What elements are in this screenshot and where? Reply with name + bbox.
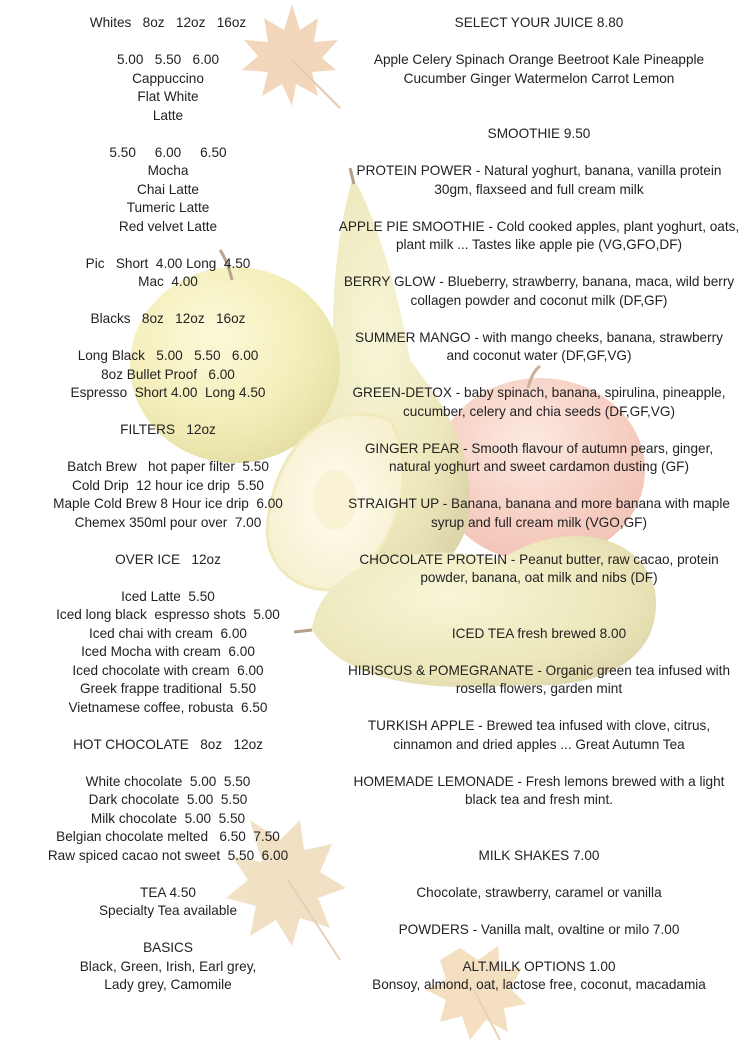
menu-left-spacer xyxy=(28,865,308,884)
menu-left-line: Mac 4.00 xyxy=(138,274,198,289)
menu-right-line: syrup and full cream milk (VGO,GF) xyxy=(430,514,648,530)
menu-left-line: Flat White xyxy=(137,89,199,104)
menu-left-line: Mocha xyxy=(147,163,189,178)
menu-left-line: Iced Latte 5.50 xyxy=(121,588,215,604)
menu-right-spacer xyxy=(330,865,748,884)
menu-left-line: Long Black 5.00 5.50 6.00 xyxy=(77,348,259,363)
menu-left-line: Espresso Short 4.00 Long 4.50 xyxy=(70,385,266,400)
menu-left-line: Vietnamese coffee, robusta 6.50 xyxy=(68,699,268,715)
menu-left-line: Iced chocolate with cream 6.00 xyxy=(72,662,264,678)
menu-right-line: black tea and fresh mint. xyxy=(464,792,614,807)
menu-right-spacer xyxy=(330,810,748,829)
menu-right-spacer xyxy=(330,588,748,607)
menu-right-spacer xyxy=(330,643,748,662)
menu-left-line: Latte xyxy=(152,107,184,123)
menu-right-spacer xyxy=(330,754,748,773)
menu-left-line: Milk chocolate 5.00 5.50 xyxy=(90,810,246,826)
menu-right-spacer xyxy=(330,421,748,440)
menu-left-line: Maple Cold Brew 8 Hour ice drip 6.00 xyxy=(53,496,283,511)
menu-left-spacer xyxy=(28,125,308,144)
menu-right-line: collagen powder and coconut milk (DF,GF) xyxy=(410,292,668,308)
menu-left-line: Lady grey, Camomile xyxy=(104,977,232,992)
menu-right-line: APPLE PIE SMOOTHIE - Cold cooked apples, plant yoghurt, oats, xyxy=(338,218,740,234)
menu-left-line: Whites 8oz 12oz 16oz xyxy=(89,15,247,30)
menu-right-spacer xyxy=(330,107,748,126)
menu-right-line: HIBISCUS & POMEGRANATE - Organic green tea infused with xyxy=(347,662,731,678)
menu-left-line: TEA 4.50 xyxy=(140,884,196,900)
menu-right-spacer xyxy=(330,532,748,551)
menu-left-line: Iced long black espresso shots 5.00 xyxy=(56,607,280,622)
menu-right-line: SUMMER MANGO - with mango cheeks, banana, strawberry xyxy=(355,329,723,345)
menu-right-line: SELECT YOUR JUICE 8.80 xyxy=(454,15,624,30)
menu-left-line: FILTERS 12oz xyxy=(120,422,216,437)
menu-right-line: ALT.MILK OPTIONS 1.00 xyxy=(462,958,616,974)
menu-left-line: 8oz Bullet Proof 6.00 xyxy=(101,366,235,382)
menu-right-line: MILK SHAKES 7.00 xyxy=(478,847,600,863)
menu-left-spacer xyxy=(28,403,308,422)
menu-right-line: BERRY GLOW - Blueberry, strawberry, banana, maca, wild berry xyxy=(343,274,735,289)
menu-left-spacer xyxy=(28,921,308,940)
menu-left-line: Batch Brew hot paper filter 5.50 xyxy=(67,459,269,474)
menu-left-line: Iced Mocha with cream 6.00 xyxy=(81,644,255,659)
menu-left-line: Cappuccino xyxy=(132,70,204,86)
menu-right-spacer xyxy=(330,606,748,625)
menu-left-spacer xyxy=(28,292,308,311)
menu-left-line: Chai Latte xyxy=(137,181,199,197)
menu-left-spacer xyxy=(28,754,308,773)
menu-left-line: Iced chai with cream 6.00 xyxy=(89,625,247,641)
menu-right-line: CHOCOLATE PROTEIN - Peanut butter, raw cacao, protein xyxy=(359,551,719,567)
menu-right-line: Apple Celery Spinach Orange Beetroot Kale Pineapple xyxy=(373,52,705,67)
menu-left-line: Chemex 350ml pour over 7.00 xyxy=(74,514,262,530)
menu-left-line: BASICS xyxy=(143,940,193,955)
menu-left-line: Red velvet Latte xyxy=(118,218,218,234)
menu-left-line: Pic Short 4.00 Long 4.50 xyxy=(85,255,251,271)
menu-left-line: Black, Green, Irish, Earl grey, xyxy=(79,958,257,974)
menu-left-spacer xyxy=(28,236,308,255)
menu-right-line: ICED TEA fresh brewed 8.00 xyxy=(451,625,627,641)
coffee-menu-column xyxy=(28,14,308,995)
menu-right-spacer xyxy=(330,88,748,107)
menu-right-spacer xyxy=(330,939,748,958)
menu-right-line: cucumber, celery and chia seeds (DF,GF,VG) xyxy=(403,403,675,419)
menu-left-line: Dark chocolate 5.00 5.50 xyxy=(88,792,248,807)
menu-right-line: TURKISH APPLE - Brewed tea infused with clove, citrus, xyxy=(367,718,711,733)
menu-right-line: PROTEIN POWER - Natural yoghurt, banana, vanilla protein xyxy=(356,163,722,178)
menu-right-spacer xyxy=(330,477,748,496)
menu-left-line: Specialty Tea available xyxy=(98,903,238,918)
menu-right-line: and coconut water (DF,GF,VG) xyxy=(446,348,632,363)
menu-left-line: Tumeric Latte xyxy=(126,200,210,215)
menu-right-spacer xyxy=(330,366,748,385)
menu-left-spacer xyxy=(28,440,308,459)
menu-left-spacer xyxy=(28,329,308,348)
menu-left-line: White chocolate 5.00 5.50 xyxy=(85,773,251,789)
menu-right-line: powder, banana, oat milk and nibs (DF) xyxy=(420,570,658,585)
menu-left-spacer xyxy=(28,717,308,736)
menu-right-line: SMOOTHIE 9.50 xyxy=(487,126,591,141)
menu-right-spacer xyxy=(330,310,748,329)
menu-right-spacer xyxy=(330,33,748,52)
menu-right-spacer xyxy=(330,199,748,218)
menu-left-line: OVER ICE 12oz xyxy=(115,551,221,567)
menu-right-line: STRAIGHT UP - Banana, banana and more banana with maple xyxy=(348,496,730,511)
menu-left-line: 5.00 5.50 6.00 xyxy=(116,52,220,67)
menu-left-line: 5.50 6.00 6.50 xyxy=(109,144,227,160)
menu-right-spacer xyxy=(330,255,748,274)
menu-right-line: Chocolate, strawberry, caramel or vanilla xyxy=(416,884,662,900)
menu-right-spacer xyxy=(330,828,748,847)
menu-right-line: 30gm, flaxseed and full cream milk xyxy=(434,181,644,197)
menu-left-line: Cold Drip 12 hour ice drip 5.50 xyxy=(72,477,264,493)
menu-left-line: HOT CHOCOLATE 8oz 12oz xyxy=(73,736,263,752)
menu-right-line: POWDERS - Vanilla malt, ovaltine or milo 7.00 xyxy=(398,921,680,937)
menu-left-line: Blacks 8oz 12oz 16oz xyxy=(90,311,246,326)
menu-right-spacer xyxy=(330,699,748,718)
menu-right-line: natural yoghurt and sweet cardamon dusting (GF) xyxy=(389,459,689,474)
drinks-menu-column xyxy=(330,14,748,995)
menu-right-line: cinnamon and dried apples ... Great Autumn Tea xyxy=(393,736,685,752)
menu-left-line: Belgian chocolate melted 6.50 7.50 xyxy=(56,829,280,844)
menu-right-spacer xyxy=(330,144,748,163)
menu-left-spacer xyxy=(28,33,308,52)
menu-right-spacer xyxy=(330,902,748,921)
menu-right-line: Bonsoy, almond, oat, lactose free, coconut, macadamia xyxy=(372,977,706,992)
menu-left-spacer xyxy=(28,532,308,551)
menu-left-spacer xyxy=(28,569,308,588)
menu-right-line: Cucumber Ginger Watermelon Carrot Lemon xyxy=(403,70,675,86)
menu-right-line: HOMEMADE LEMONADE - Fresh lemons brewed with a light xyxy=(353,773,725,789)
menu-right-line: GREEN-DETOX - baby spinach, banana, spirulina, pineapple, xyxy=(352,385,726,400)
menu-left-line: Raw spiced cacao not sweet 5.50 6.00 xyxy=(47,847,289,863)
menu-right-line: plant milk ... Tastes like apple pie (VG,GFO,DF) xyxy=(395,237,683,252)
menu-right-line: GINGER PEAR - Smooth flavour of autumn pears, ginger, xyxy=(364,440,714,456)
menu-right-line: rosella flowers, garden mint xyxy=(455,681,623,696)
menu-left-line: Greek frappe traditional 5.50 xyxy=(79,681,257,696)
